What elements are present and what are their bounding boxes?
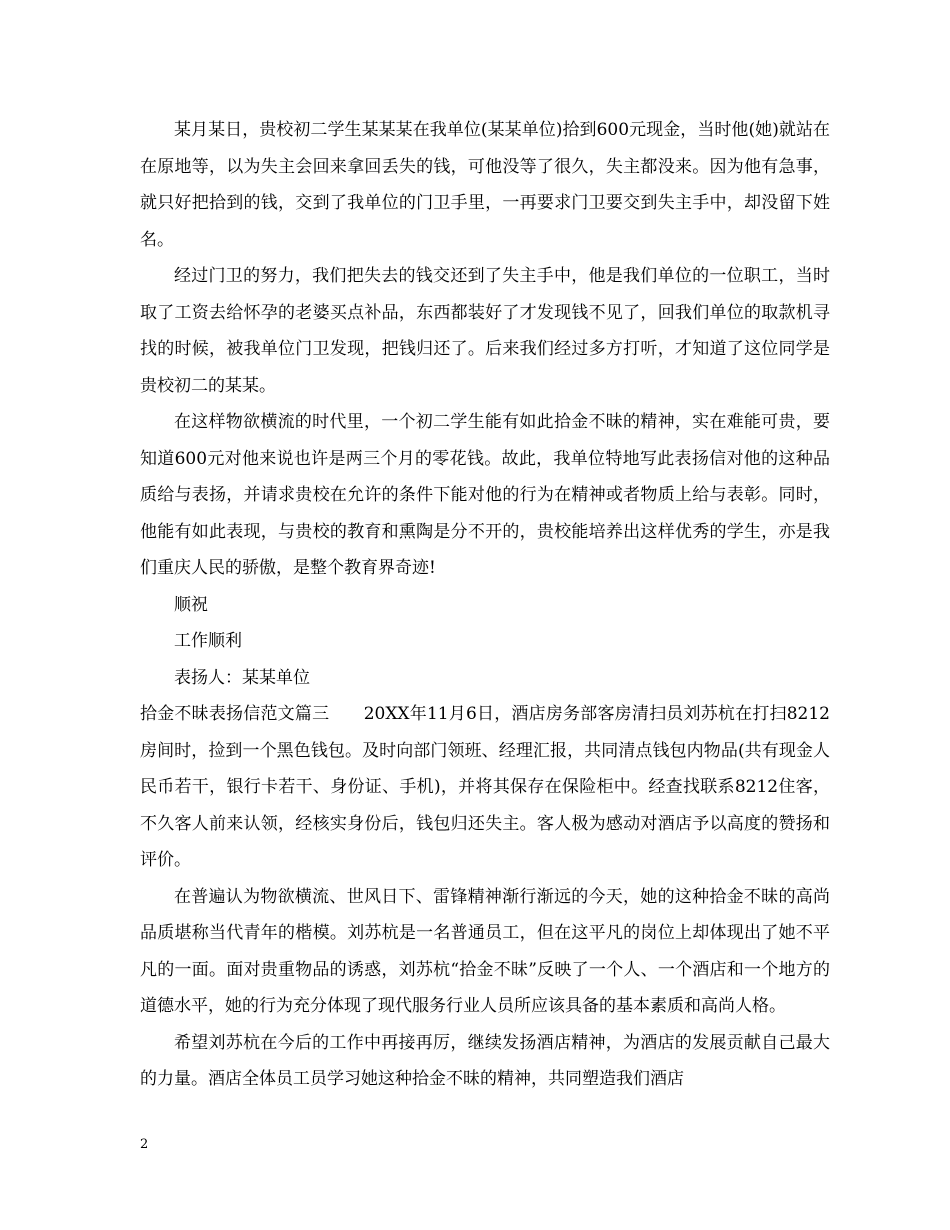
closing-greeting: 顺祝: [174, 594, 208, 615]
closing-wish: 工作顺利: [174, 631, 242, 651]
paragraph-incident: 某月某日，贵校初二学生某某某在我单位(某某单位)拾到600元现金，当时他(她)就站在在原地等，以为失主会回来拿回丢失的钱，可他没等了很久，失主都没来。因为他有急事，就只好把拾到的钱，交到了我单位的门卫手里，一再要求门卫要交到失主手中，却没留下姓名。: [140, 120, 830, 250]
page-number: 2: [140, 1137, 149, 1152]
paragraph-return: 经过门卫的努力，我们把失去的钱交还到了失主手中，他是我们单位的一位职工，当时取了工资去给怀孕的老婆买点补品，东西都装好了才发现钱不见了，回我们单位的取款机寻找的时候，被我单位门卫发现，把钱归还了。后来我们经过多方打听，才知道了这位同学是贵校初二的某某。: [140, 266, 830, 396]
paragraph-model-employee: 在普遍认为物欲横流、世风日下、雷锋精神渐行渐远的今天，她的这种拾金不昧的高尚品质堪称当代青年的楷模。刘苏杭是一名普通员工，但在这平凡的岗位上却体现出了她不平凡的一面。面对贵重物品的诱惑，刘苏杭“拾金不昧”反映了一个人、一个酒店和一个地方的道德水平，她的行为充分体现了现代服务行业人员所应该具备的基本素质和高尚人格。: [140, 886, 830, 1016]
signature-line: 表扬人：某某单位: [174, 667, 310, 688]
paragraph-hope: 希望刘苏杭在今后的工作中再接再厉，继续发扬酒店精神，为酒店的发展贡献自己最大的力量。酒店全体员工员学习她这种拾金不昧的精神，共同塑造我们酒店: [140, 1032, 830, 1089]
document-body: [140, 112, 830, 1098]
paragraph-praise: 在这样物欲横流的时代里，一个初二学生能有如此拾金不昧的精神，实在难能可贵，要知道600元对他来说也许是两三个月的零花钱。故此，我单位特地写此表扬信对他的这种品质给与表扬，并请求贵校在允许的条件下能对他的行为在精神或者物质上给与表彰。同时，他能有如此表现，与贵校的教育和熏陶是分不开的，贵校能培养出这样优秀的学生，亦是我们重庆人民的骄傲，是整个教育界奇迹!: [140, 412, 830, 578]
paragraph-sample-three: 拾金不昧表扬信范文篇三 20XX年11月6日，酒店房务部客房清扫员刘苏杭在打扫8212房间时，捡到一个黑色钱包。及时向部门领班、经理汇报，共同清点钱包内物品(共有现金人民币若干，银行卡若干、身份证、手机)，并将其保存在保险柜中。经查找联系8212住客，不久客人前来认领，经核实身份后，钱包归还失主。客人极为感动对酒店予以高度的赞扬和评价。: [140, 704, 830, 870]
